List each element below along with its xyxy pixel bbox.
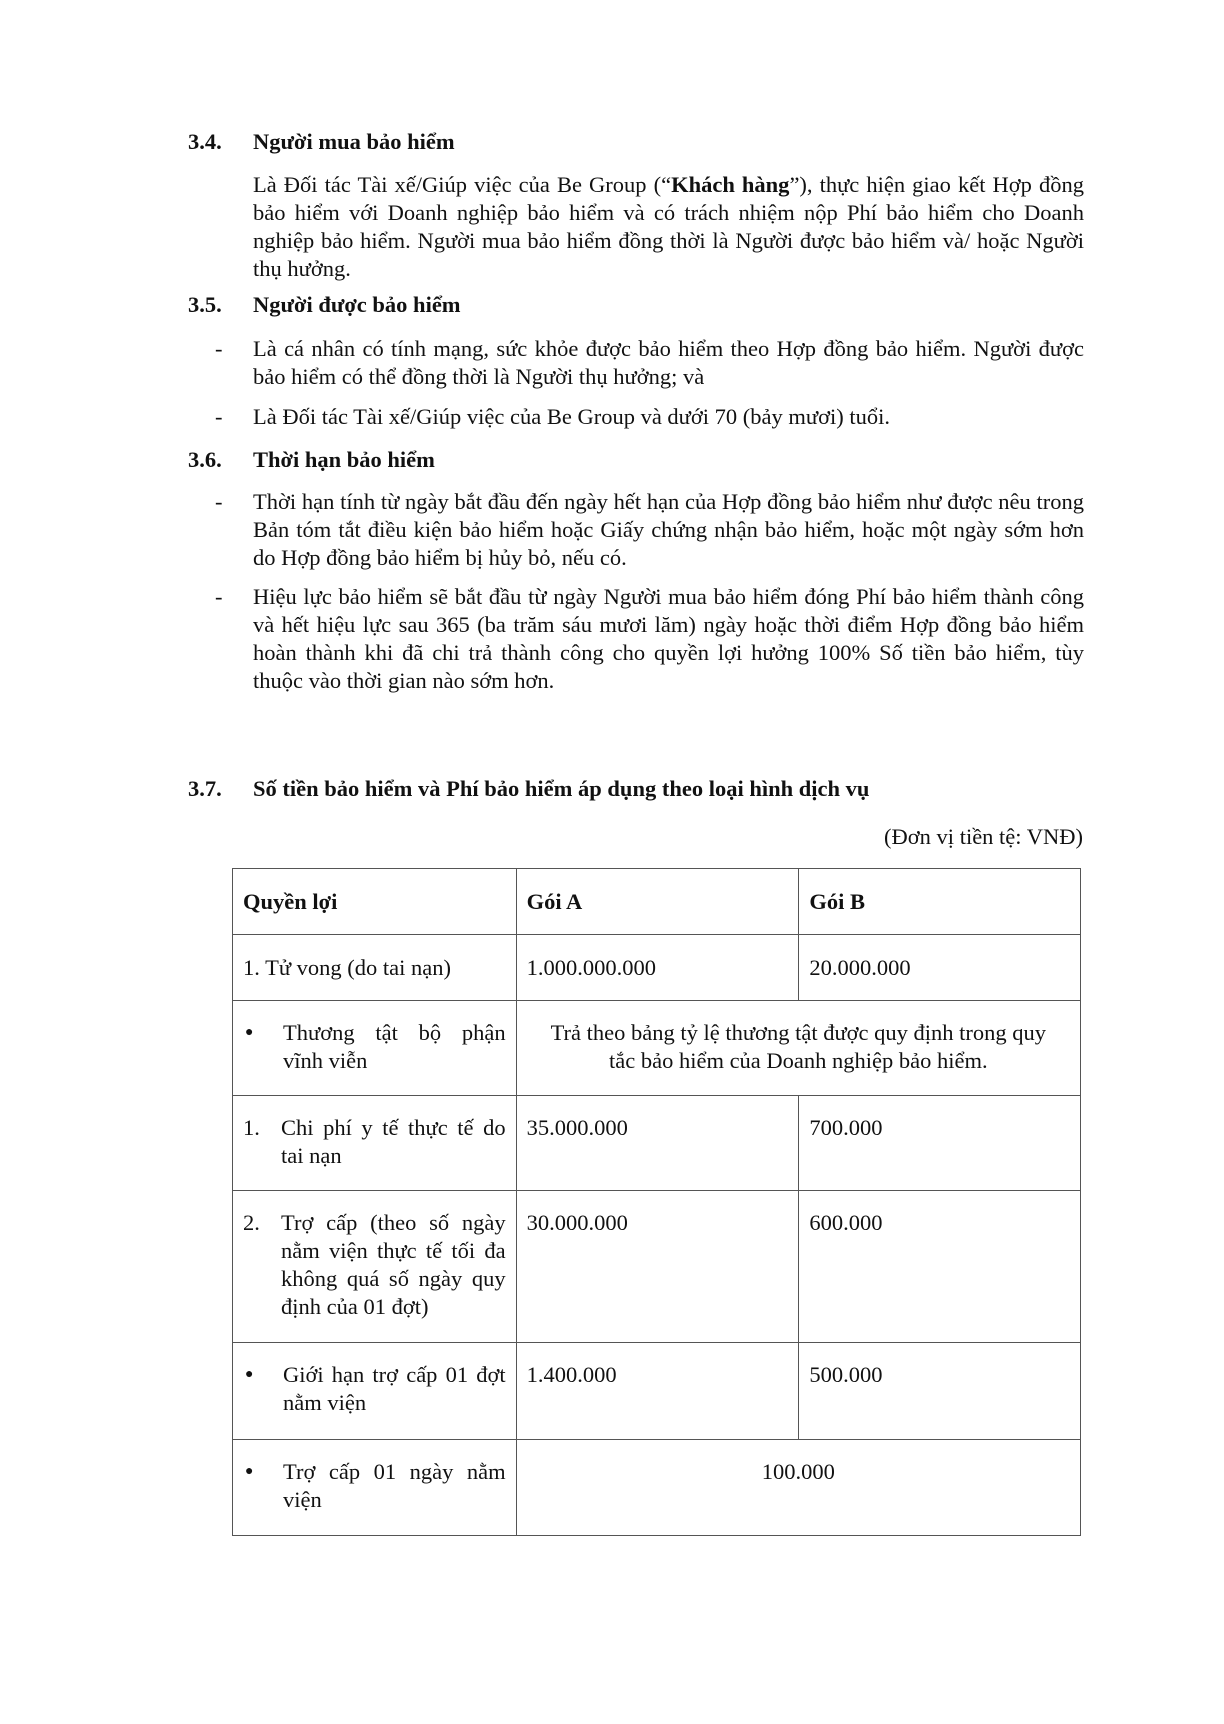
list-item: Là cá nhân có tính mạng, sức khỏe được bảo hiểm theo Hợp đồng bảo hiểm. Người được bảo hiểm có thể đồng thời là Người thụ hưởng; và [253,336,1084,389]
plan-b-value: 500.000 [799,1343,1081,1440]
section-title: Người được bảo hiểm [253,292,461,317]
table-header-row [233,869,1081,935]
dash-marker: - [215,584,223,609]
table-row [233,935,1081,1001]
benefits-table [232,868,1081,1536]
dash-marker: - [215,489,223,514]
list-item: Thời hạn tính từ ngày bắt đầu đến ngày hết hạn của Hợp đồng bảo hiểm như được nêu trong Bản tóm tắt điều kiện bảo hiểm hoặc Giấy chứng nhận bảo hiểm, hoặc một ngày sớm hơn do Hợp đồng bảo hiểm bị hủy bỏ, nếu có. [253,489,1084,570]
table-row [233,1440,1081,1536]
table-row [233,1191,1081,1343]
table-row [233,1343,1081,1440]
section-number: 3.7. [188,776,222,801]
header-cell-benefit: Quyền lợi [233,869,517,935]
bullet-icon: ● [245,1367,254,1382]
section-number: 3.6. [188,447,222,472]
benefit-label: Giới hạn trợ cấp 01 đợt nằm viện [283,1362,506,1415]
paragraph-text: Là Đối tác Tài xế/Giúp việc của Be Group (“ [253,172,672,197]
merged-value: Trả theo bảng tỷ lệ thương tật được quy định trong quy tắc bảo hiểm của Doanh nghiệp bảo hiểm. [516,1001,1080,1096]
section-number: 3.4. [188,129,222,154]
header-cell-plan-b: Gói B [799,869,1081,935]
bullet-icon: ● [245,1464,254,1479]
plan-a-value: 30.000.000 [516,1191,799,1343]
list-item: Là Đối tác Tài xế/Giúp việc của Be Group và dưới 70 (bảy mươi) tuổi. [253,404,890,429]
list-item: Hiệu lực bảo hiểm sẽ bắt đầu từ ngày Người mua bảo hiểm đóng Phí bảo hiểm thành công và hết hiệu lực sau 365 (ba trăm sáu mươi lăm) ngày hoặc thời điểm Hợp đồng bảo hiểm hoàn thành khi đã chi trả thành công cho quyền lợi hưởng 100% Số tiền bảo hiểm, tùy thuộc vào thời gian nào sớm hơn. [253,584,1084,693]
benefit-cell [233,1440,517,1536]
paragraph-text: ”), thực hiện giao kết Hợp đồng bảo hiểm với Doanh nghiệp bảo hiểm và có trách nhiệm nộp Phí bảo hiểm cho Doanh nghiệp bảo hiểm. Người mua bảo hiểm đồng thời là Người được bảo hiểm và/ hoặc Người thụ hưởng. [253,172,1085,281]
section-title: Người mua bảo hiểm [253,129,455,154]
benefit-label: Trợ cấp (theo số ngày nằm viện thực tế tối đa không quá số ngày quy định của 01 đợt) [281,1210,506,1319]
plan-a-value: 1.400.000 [516,1343,799,1440]
section-number: 3.5. [188,292,222,317]
currency-unit-note: (Đơn vị tiền tệ: VNĐ) [884,824,1083,849]
benefit-cell [233,1343,517,1440]
benefit-label: Thương tật bộ phận vĩnh viễn [283,1020,506,1073]
section-title: Thời hạn bảo hiểm [253,447,435,472]
list-number: 1. [243,1115,260,1140]
table-row [233,1001,1081,1096]
dash-marker: - [215,336,223,361]
bullet-icon: ● [245,1025,254,1040]
defined-term: Khách hàng [671,172,790,197]
plan-b-value: 700.000 [799,1096,1081,1191]
benefit-label: 1. Tử vong (do tai nạn) [233,935,517,1001]
benefit-cell [233,1191,517,1343]
section-title: Số tiền bảo hiểm và Phí bảo hiểm áp dụng theo loại hình dịch vụ [253,776,870,801]
list-number: 2. [243,1210,260,1235]
benefit-cell [233,1096,517,1191]
dash-marker: - [215,404,223,429]
benefit-label: Trợ cấp 01 ngày nằm viện [283,1459,506,1512]
plan-b-value: 600.000 [799,1191,1081,1343]
table-row [233,1096,1081,1191]
merged-value: 100.000 [516,1440,1080,1536]
plan-b-value: 20.000.000 [799,935,1081,1001]
benefit-cell [233,1001,517,1096]
header-cell-plan-a: Gói A [516,869,799,935]
plan-a-value: 1.000.000.000 [516,935,799,1001]
plan-a-value: 35.000.000 [516,1096,799,1191]
benefit-label: Chi phí y tế thực tế do tai nạn [281,1115,506,1168]
section-3-4-paragraph [253,171,1084,283]
